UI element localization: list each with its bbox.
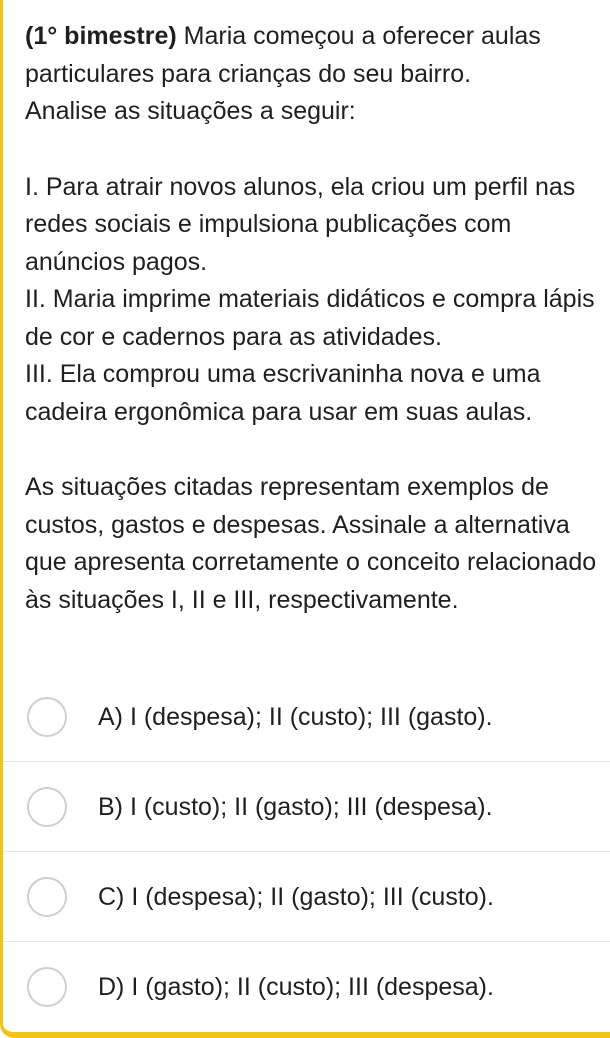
question-title: (1° bimestre): [25, 22, 177, 50]
question-intro: Maria começou a oferecer aulas particulares para crianças do seu bairro.: [25, 22, 541, 88]
question-intro-paragraph: [25, 18, 605, 93]
question-text: [25, 18, 605, 619]
option-d[interactable]: [3, 942, 610, 1032]
option-c-label: C) I (despesa); II (gasto); III (custo).: [98, 882, 494, 911]
option-a-label: A) I (despesa); II (custo); III (gasto).: [98, 702, 493, 731]
situation-2: II. Maria imprime materiais didáticos e compra lápis de cor e cadernos para as atividades.: [25, 285, 595, 351]
radio-unselected-icon[interactable]: [27, 967, 67, 1007]
situation-3: III. Ela comprou uma escrivaninha nova e uma cadeira ergonômica para usar em suas aulas.: [25, 360, 541, 426]
question-prompt: As situações citadas representam exemplos de custos, gastos e despesas. Assinale a alternativa que apresenta corretamente o conceito relacionado às situações I, II e III, respectivamente.: [25, 473, 597, 614]
option-c[interactable]: [3, 852, 610, 942]
question-instruction: Analise as situações a seguir:: [25, 97, 356, 125]
situation-1: I. Para atrair novos alunos, ela criou um perfil nas redes sociais e impulsiona publicações com anúncios pagos.: [25, 172, 576, 276]
paragraph-gap: [25, 131, 605, 169]
radio-unselected-icon[interactable]: [27, 697, 67, 737]
option-d-label: D) I (gasto); II (custo); III (despesa).: [98, 973, 494, 1001]
answer-options: [3, 672, 610, 1032]
radio-unselected-icon[interactable]: [27, 877, 67, 917]
paragraph-gap: [25, 431, 605, 469]
radio-unselected-icon[interactable]: [27, 787, 67, 827]
option-b[interactable]: [3, 762, 610, 852]
option-b-label: B) I (custo); II (gasto); III (despesa).: [98, 792, 493, 821]
option-a[interactable]: [3, 672, 610, 762]
